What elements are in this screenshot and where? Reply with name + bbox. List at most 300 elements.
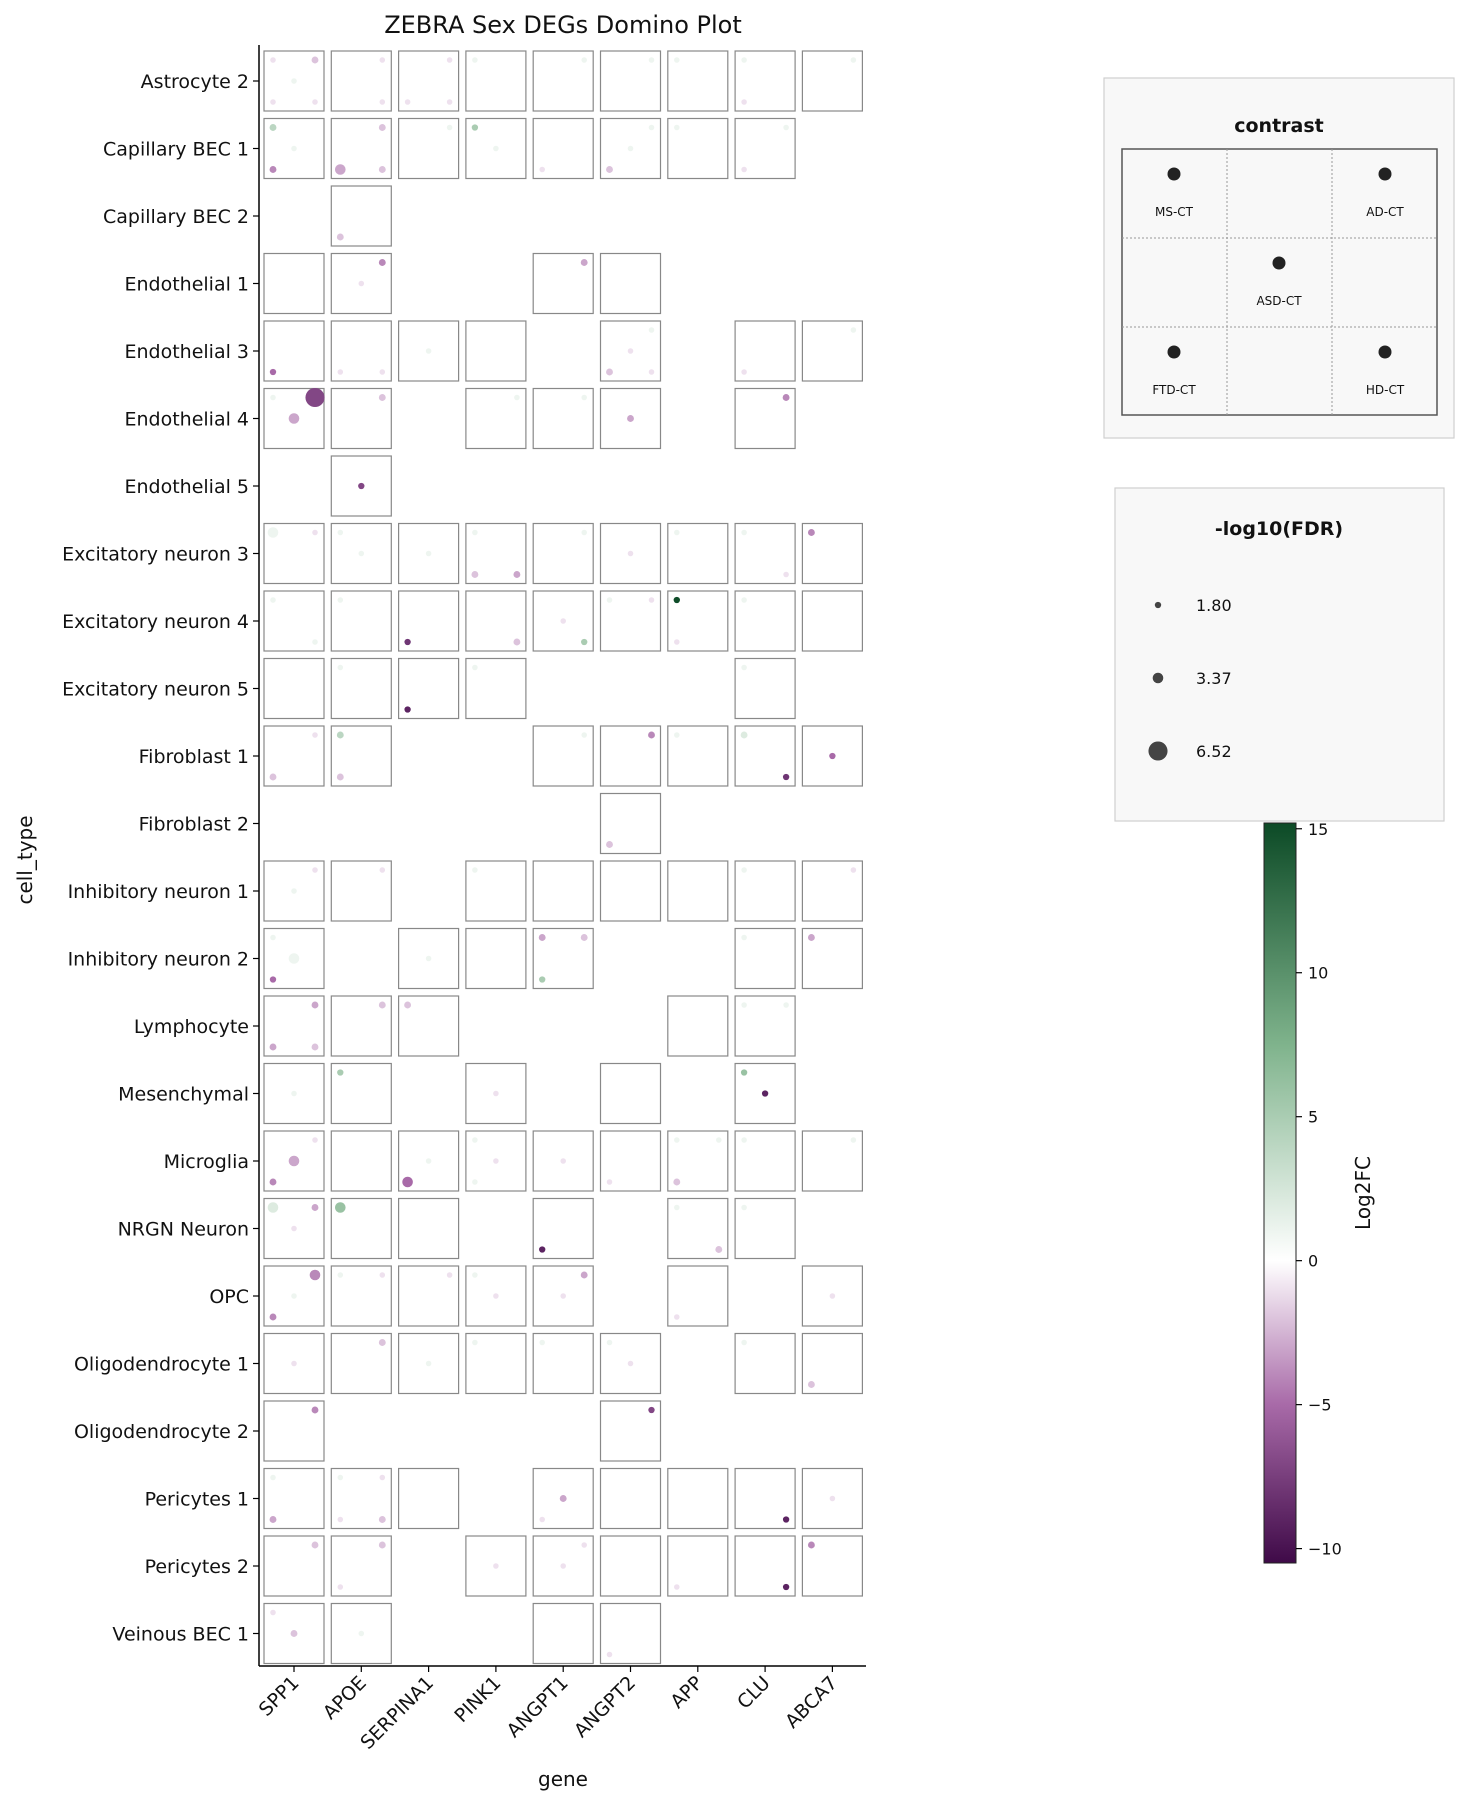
domino-dot bbox=[809, 327, 815, 333]
domino-dot bbox=[762, 1158, 768, 1164]
domino-dot bbox=[741, 1475, 747, 1481]
domino-dot bbox=[674, 1137, 680, 1143]
domino-dot bbox=[472, 909, 478, 915]
domino-dot bbox=[270, 1112, 276, 1118]
domino-dot bbox=[783, 1112, 789, 1118]
domino-dot bbox=[312, 1044, 319, 1051]
domino-dot bbox=[312, 665, 318, 671]
domino-dot bbox=[783, 909, 789, 915]
domino-dot bbox=[359, 1091, 365, 1097]
domino-dot bbox=[674, 1584, 680, 1590]
domino-dot bbox=[539, 732, 545, 738]
domino-dot bbox=[380, 665, 386, 671]
domino-dot bbox=[716, 597, 722, 603]
domino-dot bbox=[809, 732, 815, 738]
domino-dot bbox=[270, 1475, 276, 1481]
domino-dot bbox=[716, 732, 722, 738]
contrast-legend-label: ASD-CT bbox=[1256, 294, 1302, 308]
domino-dot bbox=[472, 530, 478, 536]
domino-dot bbox=[628, 146, 634, 152]
domino-dot bbox=[380, 639, 386, 645]
domino-dot bbox=[607, 99, 613, 105]
domino-dot bbox=[426, 686, 432, 692]
domino-dot bbox=[312, 1247, 318, 1253]
domino-dot bbox=[514, 327, 520, 333]
domino-dot bbox=[472, 1314, 478, 1320]
domino-dot bbox=[312, 909, 318, 915]
domino-dot bbox=[741, 732, 748, 739]
domino-dot bbox=[606, 841, 613, 848]
domino-dot bbox=[539, 597, 545, 603]
domino-dot bbox=[741, 437, 747, 443]
domino-dot bbox=[649, 867, 655, 873]
domino-dot bbox=[851, 1517, 857, 1523]
domino-dot bbox=[649, 1584, 655, 1590]
domino-dot bbox=[358, 483, 364, 489]
contrast-legend-label: AD-CT bbox=[1366, 205, 1404, 219]
domino-dot bbox=[338, 504, 344, 510]
y-tick-label: Endothelial 5 bbox=[124, 476, 249, 498]
domino-dot bbox=[809, 1314, 815, 1320]
domino-dot bbox=[649, 395, 655, 401]
domino-dot bbox=[783, 707, 789, 713]
domino-dot bbox=[851, 1475, 857, 1481]
domino-dot bbox=[783, 1584, 789, 1590]
domino-dot bbox=[783, 1382, 789, 1388]
domino-dot bbox=[649, 260, 655, 266]
domino-dot bbox=[514, 530, 520, 536]
domino-dot bbox=[695, 1293, 701, 1299]
domino-dot bbox=[560, 281, 566, 287]
domino-dot bbox=[270, 597, 276, 603]
domino-dot bbox=[338, 1340, 344, 1346]
domino-dot bbox=[405, 1044, 411, 1050]
domino-dot bbox=[379, 1542, 386, 1549]
domino-dot bbox=[649, 572, 655, 578]
domino-dot bbox=[674, 1247, 680, 1253]
domino-dot bbox=[405, 125, 411, 131]
domino-dot bbox=[649, 774, 655, 780]
domino-dot-large bbox=[310, 1270, 321, 1281]
domino-dot bbox=[560, 888, 566, 894]
size-legend-label: 1.80 bbox=[1196, 596, 1232, 615]
domino-dot bbox=[359, 1631, 365, 1637]
domino-dot bbox=[627, 415, 634, 422]
contrast-legend-dot bbox=[1379, 168, 1392, 181]
domino-dot bbox=[338, 1475, 344, 1481]
domino-dot bbox=[830, 348, 836, 354]
x-tick-label: APP bbox=[666, 1671, 708, 1713]
domino-dot bbox=[607, 1584, 613, 1590]
domino-dot bbox=[762, 551, 768, 557]
domino-dot bbox=[783, 597, 789, 603]
domino-dot bbox=[607, 395, 613, 401]
domino-dot bbox=[809, 867, 815, 873]
domino-dot bbox=[649, 327, 655, 333]
domino-dot bbox=[716, 1179, 722, 1185]
domino-dot bbox=[716, 774, 722, 780]
domino-dot bbox=[581, 395, 587, 401]
domino-dot bbox=[359, 348, 365, 354]
domino-dot bbox=[762, 146, 768, 152]
domino-dot bbox=[312, 302, 318, 308]
domino-dot bbox=[270, 395, 276, 401]
plot-area bbox=[62, 45, 866, 1754]
domino-dot bbox=[716, 1475, 722, 1481]
domino-dot bbox=[312, 437, 318, 443]
domino-dot bbox=[674, 1205, 680, 1211]
domino-dot bbox=[270, 1516, 277, 1523]
size-legend-label: 3.37 bbox=[1196, 669, 1232, 688]
domino-dot bbox=[405, 369, 411, 375]
domino-dot bbox=[359, 281, 365, 287]
domino-dot bbox=[514, 707, 520, 713]
domino-dot bbox=[695, 146, 701, 152]
domino-dot bbox=[607, 867, 613, 873]
domino-dot bbox=[783, 167, 789, 173]
domino-dot bbox=[447, 1002, 453, 1008]
colorbar-tick-label: −10 bbox=[1308, 1539, 1342, 1559]
domino-dot bbox=[405, 167, 411, 173]
domino-dot bbox=[359, 416, 365, 422]
domino-dot bbox=[741, 1382, 747, 1388]
domino-dot bbox=[447, 1179, 453, 1185]
domino-dot bbox=[607, 1112, 613, 1118]
domino-dot bbox=[514, 867, 520, 873]
domino-dot bbox=[270, 1584, 276, 1590]
domino-dot bbox=[741, 977, 747, 983]
domino-dot bbox=[783, 125, 789, 131]
domino-dot bbox=[359, 753, 365, 759]
domino-dot bbox=[628, 618, 634, 624]
domino-dot bbox=[270, 99, 276, 105]
contrast-legend-dot bbox=[1273, 257, 1286, 270]
domino-dot bbox=[426, 1023, 432, 1029]
domino-dot bbox=[312, 1407, 319, 1414]
domino-dot bbox=[560, 416, 566, 422]
domino-dot bbox=[628, 1158, 634, 1164]
domino-dot bbox=[809, 1475, 815, 1481]
domino-dot bbox=[337, 732, 344, 739]
domino-dot bbox=[405, 1517, 411, 1523]
colorbar-tick-label: 10 bbox=[1308, 963, 1329, 983]
domino-dot bbox=[514, 1382, 520, 1388]
domino-dot bbox=[312, 1449, 318, 1455]
y-tick-label: Excitatory neuron 3 bbox=[62, 543, 249, 566]
domino-dot bbox=[513, 639, 520, 646]
domino-dot bbox=[851, 639, 857, 645]
domino-dot bbox=[607, 1652, 613, 1658]
y-tick-label: Endothelial 3 bbox=[124, 341, 249, 363]
domino-dot bbox=[493, 1091, 499, 1097]
domino-dot bbox=[380, 1247, 386, 1253]
domino-dot bbox=[270, 437, 276, 443]
y-tick-label: Pericytes 1 bbox=[144, 1488, 249, 1511]
domino-dot bbox=[674, 732, 680, 738]
domino-dot bbox=[581, 774, 587, 780]
domino-dot bbox=[379, 1339, 386, 1346]
domino-dot bbox=[628, 281, 634, 287]
domino-dot bbox=[628, 1091, 634, 1097]
x-axis-label: gene bbox=[538, 1767, 588, 1791]
domino-dot bbox=[291, 281, 297, 287]
domino-dot bbox=[581, 99, 587, 105]
domino-dot bbox=[472, 167, 478, 173]
domino-dot bbox=[380, 1475, 386, 1481]
domino-dot bbox=[762, 1496, 768, 1502]
domino-dot bbox=[380, 1205, 386, 1211]
domino-dot bbox=[312, 260, 318, 266]
domino-dot bbox=[560, 753, 566, 759]
domino-dot bbox=[405, 99, 411, 105]
domino-dot bbox=[607, 774, 613, 780]
domino-dot bbox=[539, 934, 546, 941]
domino-dot bbox=[291, 618, 297, 624]
contrast-legend-title: contrast bbox=[1234, 115, 1324, 137]
domino-dot bbox=[513, 571, 520, 578]
domino-dot bbox=[581, 909, 587, 915]
domino-dot bbox=[607, 1340, 613, 1346]
domino-dot bbox=[380, 234, 386, 240]
domino-dot bbox=[649, 1475, 655, 1481]
domino-dot bbox=[447, 530, 453, 536]
domino-dot bbox=[338, 369, 344, 375]
domino-dot bbox=[514, 57, 520, 63]
domino-dot bbox=[405, 1205, 411, 1211]
domino-dot-large bbox=[305, 388, 324, 407]
domino-dot bbox=[830, 551, 836, 557]
x-tick-label: ABCA7 bbox=[781, 1671, 842, 1733]
domino-dot bbox=[493, 146, 499, 152]
domino-dot bbox=[312, 1204, 319, 1211]
domino-dot bbox=[270, 369, 276, 375]
domino-dot bbox=[472, 57, 478, 63]
domino-dot bbox=[493, 1563, 499, 1569]
domino-dot bbox=[649, 437, 655, 443]
domino-dot bbox=[338, 1247, 344, 1253]
domino-dot bbox=[716, 1517, 722, 1523]
domino-dot bbox=[312, 597, 318, 603]
domino-dot bbox=[472, 597, 478, 603]
domino-dot bbox=[649, 1340, 655, 1346]
domino-dot bbox=[338, 1584, 344, 1590]
domino-dot bbox=[338, 125, 344, 131]
domino-dot bbox=[493, 618, 499, 624]
domino-dot bbox=[783, 1070, 789, 1076]
domino-dot bbox=[648, 1407, 654, 1413]
y-tick-label: Capillary BEC 2 bbox=[103, 206, 249, 228]
domino-dot bbox=[514, 909, 520, 915]
domino-dot bbox=[674, 99, 680, 105]
domino-dot bbox=[783, 1179, 789, 1185]
domino-dot bbox=[270, 1070, 276, 1076]
domino-dot bbox=[312, 1112, 318, 1118]
domino-dot bbox=[270, 1314, 277, 1321]
domino-dot bbox=[581, 977, 587, 983]
size-legend-dot bbox=[1148, 741, 1167, 760]
domino-dot-large bbox=[289, 953, 300, 964]
domino-dot bbox=[607, 1517, 613, 1523]
domino-dot bbox=[312, 639, 318, 645]
domino-dot bbox=[472, 977, 478, 983]
y-tick-label: Fibroblast 2 bbox=[138, 813, 249, 836]
y-tick-label: OPC bbox=[209, 1286, 249, 1308]
domino-dot bbox=[291, 1428, 297, 1434]
domino-dot bbox=[741, 1112, 747, 1118]
domino-dot bbox=[607, 1475, 613, 1481]
domino-dot bbox=[405, 1137, 411, 1143]
domino-dot bbox=[716, 639, 722, 645]
domino-dot bbox=[716, 1314, 722, 1320]
domino-dot bbox=[447, 57, 453, 63]
domino-dot bbox=[270, 1272, 276, 1278]
domino-dot bbox=[291, 1361, 297, 1367]
y-tick-label: Pericytes 2 bbox=[144, 1556, 249, 1578]
domino-dot bbox=[380, 57, 386, 63]
domino-dot bbox=[581, 1205, 587, 1211]
domino-dot bbox=[830, 1361, 836, 1367]
domino-dot bbox=[270, 1542, 276, 1548]
domino-dot bbox=[291, 1563, 297, 1569]
domino-dot bbox=[674, 167, 680, 173]
domino-dot bbox=[809, 1340, 815, 1346]
domino-dot bbox=[359, 146, 365, 152]
domino-dot bbox=[338, 639, 344, 645]
domino-dot bbox=[762, 348, 768, 354]
domino-dot bbox=[472, 395, 478, 401]
domino-dot bbox=[539, 1584, 545, 1590]
domino-dot bbox=[851, 572, 857, 578]
domino-dot bbox=[783, 1475, 789, 1481]
domino-dot bbox=[514, 1112, 520, 1118]
domino-dot bbox=[426, 1361, 432, 1367]
domino-dot bbox=[648, 732, 655, 739]
domino-dot bbox=[359, 1293, 365, 1299]
domino-dot bbox=[674, 125, 680, 131]
domino-dot bbox=[405, 327, 411, 333]
domino-dot bbox=[379, 124, 386, 131]
domino-dot bbox=[447, 707, 453, 713]
domino-dot bbox=[695, 1226, 701, 1232]
domino-dot bbox=[741, 1584, 747, 1590]
domino-dot bbox=[472, 639, 478, 645]
domino-dot bbox=[338, 462, 344, 468]
domino-dot bbox=[312, 1340, 318, 1346]
domino-dot bbox=[851, 732, 857, 738]
domino-dot bbox=[270, 572, 276, 578]
domino-dot bbox=[493, 348, 499, 354]
domino-dot bbox=[312, 572, 318, 578]
domino-dot bbox=[472, 1070, 478, 1076]
domino-dot bbox=[539, 774, 545, 780]
domino-dot bbox=[607, 260, 613, 266]
domino-dot bbox=[607, 57, 613, 63]
domino-dot bbox=[291, 146, 297, 152]
domino-dot bbox=[312, 1002, 319, 1009]
x-tick-label: APOE bbox=[318, 1671, 371, 1724]
domino-dot bbox=[783, 99, 789, 105]
domino-dot bbox=[312, 1584, 318, 1590]
domino-dot bbox=[514, 1179, 520, 1185]
domino-dot bbox=[380, 909, 386, 915]
domino-dot bbox=[581, 732, 587, 738]
domino-dot bbox=[270, 732, 276, 738]
domino-dot bbox=[830, 888, 836, 894]
domino-dot bbox=[581, 1340, 587, 1346]
domino-dot bbox=[649, 1517, 655, 1523]
domino-dot bbox=[674, 1044, 680, 1050]
colorbar-tick-label: −5 bbox=[1308, 1395, 1332, 1415]
domino-dot bbox=[380, 774, 386, 780]
domino-dot bbox=[741, 1517, 747, 1523]
domino-dot bbox=[539, 437, 545, 443]
domino-dot bbox=[628, 1631, 634, 1637]
colorbar-bar bbox=[1264, 823, 1296, 1563]
domino-dot bbox=[447, 1475, 453, 1481]
domino-dot bbox=[338, 1002, 344, 1008]
domino-dot bbox=[539, 167, 545, 173]
domino-dot-large bbox=[268, 527, 279, 538]
domino-dot bbox=[447, 125, 453, 131]
domino-dot bbox=[649, 1179, 655, 1185]
domino-dot-large bbox=[335, 1202, 346, 1213]
domino-dot bbox=[312, 1517, 318, 1523]
x-tick-label: ANGPT2 bbox=[569, 1671, 641, 1743]
domino-dot bbox=[783, 1205, 789, 1211]
domino-dot bbox=[291, 753, 297, 759]
contrast-legend-label: HD-CT bbox=[1365, 383, 1405, 397]
domino-dot bbox=[581, 259, 588, 266]
domino-dot bbox=[649, 125, 655, 131]
domino-dot bbox=[539, 99, 545, 105]
domino-dot bbox=[581, 302, 587, 308]
domino-dot bbox=[581, 125, 587, 131]
domino-dot bbox=[380, 1179, 386, 1185]
domino-dot bbox=[606, 369, 613, 376]
domino-dot bbox=[471, 571, 478, 578]
domino-dot bbox=[607, 639, 613, 645]
domino-dot bbox=[493, 551, 499, 557]
domino-dot bbox=[539, 1246, 545, 1252]
domino-dot bbox=[270, 327, 276, 333]
domino-dot bbox=[514, 935, 520, 941]
domino-dot bbox=[447, 597, 453, 603]
domino-dot bbox=[741, 867, 747, 873]
domino-dot bbox=[783, 57, 789, 63]
domino-dot bbox=[338, 1610, 344, 1616]
colorbar-tick-label: 15 bbox=[1308, 819, 1329, 839]
domino-dot bbox=[338, 597, 344, 603]
domino-dot bbox=[649, 57, 655, 63]
domino-dot bbox=[472, 1584, 478, 1590]
size-legend-dot bbox=[1153, 673, 1164, 684]
domino-dot bbox=[560, 1495, 567, 1502]
contrast-legend bbox=[1104, 78, 1454, 438]
domino-dot bbox=[514, 665, 520, 671]
domino-dot bbox=[359, 618, 365, 624]
domino-dot bbox=[695, 1496, 701, 1502]
domino-dot bbox=[581, 867, 587, 873]
domino-dot bbox=[809, 597, 815, 603]
domino-dot bbox=[447, 639, 453, 645]
domino-dot bbox=[762, 78, 768, 84]
domino-dot bbox=[312, 369, 318, 375]
domino-dot bbox=[447, 369, 453, 375]
domino-dot bbox=[514, 1542, 520, 1548]
domino-dot bbox=[380, 732, 386, 738]
domino-dot bbox=[405, 1314, 411, 1320]
domino-dot bbox=[405, 57, 411, 63]
